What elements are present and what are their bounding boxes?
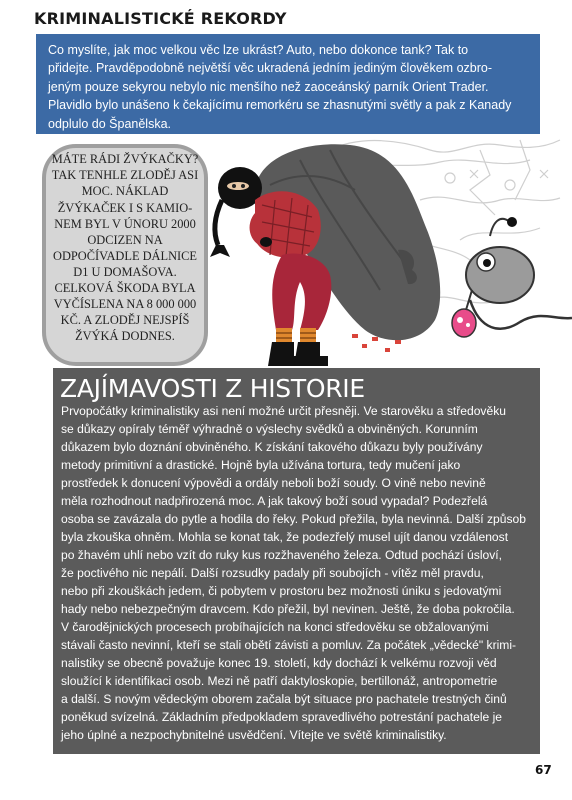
history-line: důkazem bylo doznání obviněného. K získání takového důkazu byly používány [61, 440, 483, 454]
history-line: se důkazy opíraly téměř výhradně o výslechy svědků a obviněných. Korunním [61, 422, 478, 436]
bubble-line: KČ. A ZLODĚJ NEJSPÍŠ [60, 313, 190, 327]
bubble-line: D1 U DOMAŠOVA. [73, 265, 177, 279]
intro-line: Co myslíte, jak moc velkou věc lze ukrást? Auto, nebo dokonce tank? Tak to [48, 43, 469, 57]
bubble-line: ODCIZEN NA [87, 233, 163, 247]
history-line: stávali často nevinní, kteří se stali obětí závisti a pomluv. Za počátek „vědecké" krimi- [61, 638, 517, 652]
bubble-line: TAK TENHLE ZLODĚJ ASI [51, 168, 199, 182]
history-line: že poctivého nic nepálí. Další rozsudky padaly při soubojích - vítěz měl pravdu, [61, 566, 484, 580]
bubble-line: VYČÍSLENA NA 8 000 000 [53, 297, 197, 311]
intro-line: přidejte. Pravděpodobně největší věc ukradená jedním jediným člověkem ozbro- [48, 61, 492, 76]
bubble-line: ŽVÝKAČEK I S KAMIO- [57, 201, 193, 215]
history-line: nalistiky se obecně považuje konec 19. století, kdy dochází k velkému rozvoji věd [61, 656, 497, 670]
intro-line: Plavidlo bylo unášeno k čekajícímu remorkéru se zhasnutými světly a pak z Kanady [48, 98, 512, 113]
history-line: nebo při zkouškách jedem, či pobytem v prostoru bez možnosti úniku s jedovatými [61, 584, 502, 598]
history-line: poněkud svízelná. Základním předpokladem spravedlivého potrestání pachatele je [61, 710, 503, 724]
history-line: metody primitivní a drastické. Hojně byla užívána tortura, tedy mučení jako [61, 458, 461, 472]
intro-line: jeným pouze sekyrou nebylo nic menšího než zaoceánský parník Orient Trader. [48, 79, 489, 94]
intro-line: odplulo do Španělska. [48, 116, 172, 131]
history-line: prostředek k donucení výpovědi a ordály neboli boží soudy. O vině nebo nevině [61, 476, 486, 490]
bubble-line: MOC. NÁKLAD [81, 184, 169, 198]
history-line: V čarodějnických procesech probíhajících na konci středověku se obžalovanými [61, 620, 489, 634]
history-line: hady nebo nebezpečným dravcem. Kdo přežil, byl nevinen. Ještě, že doba pokročila. [61, 602, 515, 616]
thief-illustration [210, 144, 440, 366]
history-line: jeho úplné a nezpochybnitelné usvědčení. Vítejte ve světě kriminalistiky. [61, 728, 447, 742]
history-line: Prvopočátky kriminalistiky asi není možné určit přesněji. Ve starověku a středověku [61, 404, 506, 418]
page-number: 67 [535, 763, 552, 777]
bubble-line: NEM BYL V ÚNORU 2000 [54, 217, 196, 231]
history-title: ZAJÍMAVOSTI Z HISTORIE [60, 374, 365, 403]
page-title: KRIMINALISTICKÉ REKORDY [34, 9, 287, 28]
history-line: sloužící k identifikaci osob. Mezi ně patří daktyloskopie, bertillonáž, antropometrie [61, 674, 498, 688]
intro-box [36, 34, 540, 134]
bubble-line: ŽVÝKÁ DODNES. [75, 329, 175, 343]
history-line: měla rozhodnout nadpřirozená moc. A jak takový boží soud vypadal? Podezřelá [61, 494, 488, 508]
history-line: byla zkouška ohněm. Mohla se konat tak, že podezřelý musel ujít danou vzdálenost [61, 530, 509, 544]
bubble-line: ODPOČÍVADLE DÁLNICE [53, 249, 197, 263]
history-line: osoba se zavázala do pytle a hodila do řeky. Pokud přežila, byla nevinná. Další způsob [61, 512, 526, 526]
bubble-line: MÁTE RÁDI ŽVÝKAČKY? [51, 152, 199, 166]
history-line: a další. S novým vědeckým oborem začala být situace pro pachatele trestných činů [61, 692, 507, 706]
bubble-line: CELKOVÁ ŠKODA BYLA [54, 281, 196, 295]
history-line: po žhavém uhlí nebo vzít do ruky kus rozžhaveného železa. Odtud pochází úsloví, [61, 548, 503, 562]
